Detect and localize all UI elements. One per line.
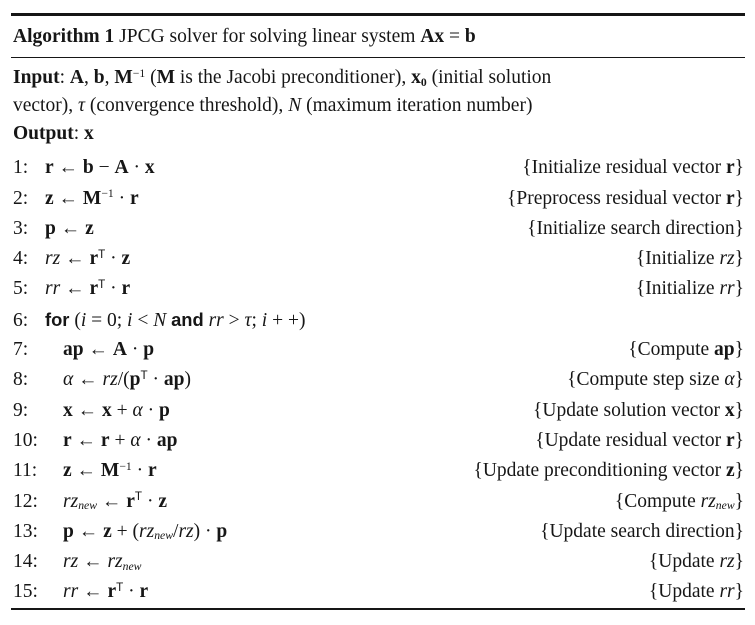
algorithm-line	[11, 577, 745, 607]
algorithm-line	[11, 305, 745, 335]
line-code: rz ← $r^T \cdot z$	[45, 247, 131, 270]
line-number: 12:	[13, 490, 38, 512]
line-code: rz ← rznew	[63, 551, 142, 573]
line-number: 4:	[13, 248, 29, 270]
algorithm-line	[11, 244, 745, 274]
line-number: 13:	[13, 520, 38, 542]
algorithm-line	[11, 426, 745, 456]
line-code: α ← $rz/(p^T \cdot ap)$	[63, 368, 191, 391]
line-code: p ← z + (rznew/rz) · p	[63, 520, 228, 543]
line-comment: {Update rz}	[648, 551, 744, 573]
line-number: 11:	[13, 460, 38, 482]
algorithm-line	[11, 456, 745, 486]
line-code: p ← z	[45, 217, 94, 239]
line-comment: {Compute rznew}	[614, 490, 744, 513]
line-number: 3:	[13, 217, 29, 239]
input-spec: Input: A, b, $M^{-1}$ (M is the Jacobi preconditioner), x0 (initial solution vector), τ (convergence threshold), N (maximum iteration number)	[13, 66, 552, 117]
algorithm-line	[11, 487, 745, 517]
algorithm-line	[11, 547, 745, 577]
line-number: 7:	[13, 339, 29, 361]
line-number: 5:	[13, 278, 29, 300]
line-code: x ← x + α · p	[63, 399, 170, 421]
algorithm-line	[11, 214, 745, 244]
algorithm-line	[11, 365, 745, 395]
line-code: z ← $M^{-1} \cdot r$	[63, 459, 157, 482]
algorithm-line	[11, 335, 745, 365]
line-number: 8:	[13, 369, 29, 391]
line-comment: {Compute step size α}	[567, 369, 744, 391]
line-number: 6:	[13, 309, 29, 331]
algorithm-line	[11, 396, 745, 426]
line-number: 1:	[13, 157, 29, 179]
line-comment: {Update solution vector x}	[533, 399, 744, 421]
line-comment: {Preprocess residual vector r}	[507, 187, 744, 209]
line-code: rr ← $r^T \cdot r$	[63, 581, 149, 603]
line-code: z ← $M^{-1} \cdot r$	[45, 187, 139, 209]
line-code: r ← b − A · x	[45, 157, 155, 179]
algorithm-title: Algorithm 1 JPCG solver for solving linear system Ax = b	[13, 25, 476, 47]
line-comment: {Initialize rr}	[635, 278, 744, 300]
line-comment: {Initialize residual vector r}	[522, 157, 744, 179]
algorithm-line	[11, 153, 745, 183]
line-number: 10:	[13, 429, 38, 451]
line-comment: {Update search direction}	[540, 520, 744, 542]
line-number: 15:	[13, 581, 38, 603]
io-section	[11, 58, 745, 152]
line-comment: {Update residual vector r}	[535, 429, 744, 451]
line-code: rr ← $r^T \cdot r$	[45, 278, 131, 300]
line-number: 14:	[13, 551, 38, 573]
algorithm-line	[11, 274, 745, 304]
line-code: for (i = 0; i < N and rr > τ; i + +)	[45, 308, 306, 331]
line-code: r ← r + α · ap	[63, 429, 178, 451]
line-comment: {Initialize rz}	[635, 248, 744, 270]
line-number: 9:	[13, 399, 29, 421]
line-comment: {Update rr}	[648, 581, 744, 603]
algorithm-body	[11, 152, 745, 607]
line-comment: {Initialize search direction}	[527, 217, 744, 239]
line-comment: {Update preconditioning vector z}	[473, 460, 744, 482]
bottom-rule	[11, 608, 745, 611]
line-code: rznew ← $r^T \cdot z$	[63, 490, 167, 513]
line-code: ap ← A · p	[63, 339, 155, 361]
algorithm-line	[11, 517, 745, 547]
line-comment: {Compute ap}	[628, 339, 744, 361]
output-spec: Output: x	[13, 123, 94, 145]
line-number: 2:	[13, 187, 29, 209]
algorithm-line	[11, 184, 745, 214]
